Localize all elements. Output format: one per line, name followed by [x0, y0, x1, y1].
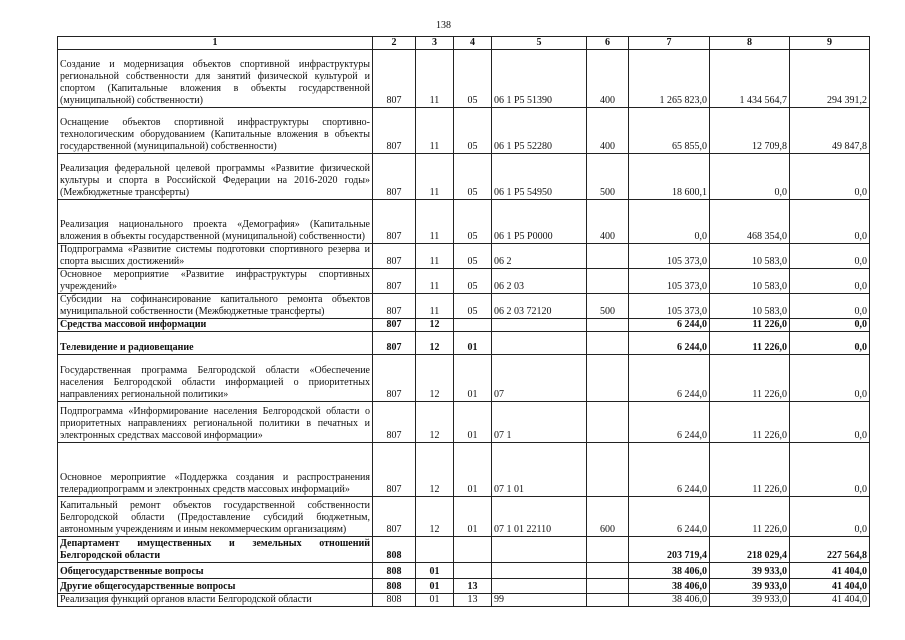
row-amount-2021: 0,0: [790, 402, 870, 443]
row-name: Общегосударственные вопросы: [58, 563, 373, 579]
row-amount-2021: 0,0: [790, 294, 870, 319]
table-row: [58, 50, 870, 108]
row-amount-2020: 1 434 564,7: [710, 50, 790, 108]
row-expense-type: [587, 244, 629, 269]
row-target-code: 07 1 01 22110: [492, 497, 587, 537]
row-expense-type: 500: [587, 154, 629, 200]
row-expense-type: [587, 332, 629, 355]
row-amount-2021: 0,0: [790, 269, 870, 294]
row-subsection-code: 05: [454, 294, 492, 319]
row-amount-2020: 11 226,0: [710, 443, 790, 497]
row-section-code: [416, 537, 454, 563]
row-target-code: [492, 332, 587, 355]
row-amount-2021: 0,0: [790, 497, 870, 537]
row-target-code: [492, 563, 587, 579]
row-amount-2021: 294 391,2: [790, 50, 870, 108]
row-section-code: 11: [416, 269, 454, 294]
table-row: [58, 579, 870, 594]
row-name: Телевидение и радиовещание: [58, 332, 373, 355]
row-subsection-code: 05: [454, 154, 492, 200]
table-row: [58, 563, 870, 579]
row-admin-code: 808: [373, 537, 416, 563]
row-amount-2020: 11 226,0: [710, 332, 790, 355]
row-amount-2021: 227 564,8: [790, 537, 870, 563]
table-row: [58, 443, 870, 497]
table-row: [58, 108, 870, 154]
row-section-code: 11: [416, 200, 454, 244]
row-section-code: 11: [416, 154, 454, 200]
row-amount-2020: 11 226,0: [710, 319, 790, 332]
row-name: Реализация функций органов власти Белгородской области: [58, 594, 373, 607]
row-amount-2020: 11 226,0: [710, 355, 790, 402]
row-section-code: 12: [416, 443, 454, 497]
row-section-code: 11: [416, 108, 454, 154]
row-amount-2021: 0,0: [790, 154, 870, 200]
table-row: [58, 154, 870, 200]
table-row: [58, 319, 870, 332]
budget-table: [57, 36, 870, 607]
table-row: [58, 244, 870, 269]
row-amount-2019: 105 373,0: [629, 269, 710, 294]
page-number: 138: [436, 20, 451, 31]
row-admin-code: 807: [373, 294, 416, 319]
row-amount-2019: 6 244,0: [629, 355, 710, 402]
row-section-code: 01: [416, 594, 454, 607]
row-name: Создание и модернизация объектов спортивной инфраструктуры региональной собственности для занятий физической культурой и спортом (Капитальные вложения в объекты государственной (муниципальной) собственности): [58, 50, 373, 108]
row-section-code: 01: [416, 579, 454, 594]
row-target-code: 06 1 P5 54950: [492, 154, 587, 200]
row-amount-2020: 39 933,0: [710, 594, 790, 607]
row-subsection-code: 01: [454, 355, 492, 402]
row-subsection-code: 05: [454, 108, 492, 154]
table-row: [58, 355, 870, 402]
row-expense-type: [587, 563, 629, 579]
row-admin-code: 808: [373, 594, 416, 607]
row-target-code: [492, 579, 587, 594]
table-row: [58, 594, 870, 607]
row-amount-2019: 6 244,0: [629, 319, 710, 332]
row-admin-code: 807: [373, 269, 416, 294]
row-admin-code: 807: [373, 443, 416, 497]
row-amount-2020: 39 933,0: [710, 579, 790, 594]
row-target-code: [492, 537, 587, 563]
row-amount-2021: 0,0: [790, 443, 870, 497]
row-section-code: 11: [416, 294, 454, 319]
row-target-code: [492, 319, 587, 332]
row-subsection-code: 01: [454, 332, 492, 355]
row-subsection-code: 05: [454, 244, 492, 269]
row-amount-2020: 12 709,8: [710, 108, 790, 154]
row-target-code: 06 2 03 72120: [492, 294, 587, 319]
table-row: [58, 294, 870, 319]
row-amount-2020: 39 933,0: [710, 563, 790, 579]
row-subsection-code: 01: [454, 443, 492, 497]
row-name: Средства массовой информации: [58, 319, 373, 332]
row-admin-code: 807: [373, 50, 416, 108]
row-section-code: 11: [416, 244, 454, 269]
row-target-code: 06 1 P5 51390: [492, 50, 587, 108]
row-amount-2020: 0,0: [710, 154, 790, 200]
row-expense-type: 500: [587, 294, 629, 319]
row-name: Департамент имущественных и земельных отношений Белгородской области: [58, 537, 373, 563]
row-amount-2019: 38 406,0: [629, 563, 710, 579]
row-subsection-code: [454, 563, 492, 579]
col-header-7: 7: [629, 37, 710, 50]
col-header-9: 9: [790, 37, 870, 50]
row-admin-code: 807: [373, 319, 416, 332]
row-amount-2020: 11 226,0: [710, 402, 790, 443]
row-amount-2019: 6 244,0: [629, 332, 710, 355]
col-header-4: 4: [454, 37, 492, 50]
row-subsection-code: 13: [454, 579, 492, 594]
row-name: Подпрограмма «Развитие системы подготовки спортивного резерва и спорта высших достижений»: [58, 244, 373, 269]
row-expense-type: [587, 594, 629, 607]
row-expense-type: [587, 537, 629, 563]
row-expense-type: 400: [587, 50, 629, 108]
row-admin-code: 807: [373, 402, 416, 443]
row-section-code: 12: [416, 402, 454, 443]
row-section-code: 11: [416, 50, 454, 108]
col-header-6: 6: [587, 37, 629, 50]
row-amount-2021: 0,0: [790, 355, 870, 402]
row-expense-type: [587, 579, 629, 594]
row-amount-2019: 105 373,0: [629, 244, 710, 269]
row-target-code: 99: [492, 594, 587, 607]
row-amount-2019: 38 406,0: [629, 579, 710, 594]
row-subsection-code: 01: [454, 402, 492, 443]
row-admin-code: 807: [373, 200, 416, 244]
row-name: Подпрограмма «Информирование населения Белгородской области о приоритетных направлениях региональной политики в печатных и электронных средствах массовой информации»: [58, 402, 373, 443]
table-row: [58, 497, 870, 537]
row-amount-2020: 11 226,0: [710, 497, 790, 537]
row-expense-type: [587, 355, 629, 402]
row-admin-code: 807: [373, 108, 416, 154]
row-amount-2020: 10 583,0: [710, 269, 790, 294]
row-amount-2020: 218 029,4: [710, 537, 790, 563]
row-amount-2020: 468 354,0: [710, 200, 790, 244]
row-amount-2021: 41 404,0: [790, 579, 870, 594]
row-amount-2020: 10 583,0: [710, 294, 790, 319]
row-amount-2019: 203 719,4: [629, 537, 710, 563]
row-name: Другие общегосударственные вопросы: [58, 579, 373, 594]
row-expense-type: 400: [587, 108, 629, 154]
row-target-code: 06 1 P5 52280: [492, 108, 587, 154]
row-expense-type: [587, 319, 629, 332]
row-name: Государственная программа Белгородской области «Обеспечение населения Белгородской области информацией о приоритетных направлениях региональной политики»: [58, 355, 373, 402]
row-target-code: 06 2: [492, 244, 587, 269]
row-amount-2021: 49 847,8: [790, 108, 870, 154]
row-name: Капитальный ремонт объектов государственной собственности Белгородской области (Предоставление субсидий бюджетным, автономным учреждениям и иным некоммерческим организациям): [58, 497, 373, 537]
row-name: Оснащение объектов спортивной инфраструктуры спортивно-технологическим оборудованием (Капитальные вложения в объекты государственной (муниципальной) собственности): [58, 108, 373, 154]
row-subsection-code: [454, 319, 492, 332]
row-amount-2019: 105 373,0: [629, 294, 710, 319]
row-section-code: 12: [416, 497, 454, 537]
row-name: Реализация национального проекта «Демография» (Капитальные вложения в объекты государственной (муниципальной) собственности): [58, 200, 373, 244]
row-target-code: 07: [492, 355, 587, 402]
col-header-2: 2: [373, 37, 416, 50]
col-header-5: 5: [492, 37, 587, 50]
row-subsection-code: 05: [454, 200, 492, 244]
row-subsection-code: 05: [454, 50, 492, 108]
row-admin-code: 807: [373, 355, 416, 402]
row-section-code: 12: [416, 355, 454, 402]
row-amount-2021: 0,0: [790, 319, 870, 332]
table-row: [58, 332, 870, 355]
row-amount-2019: 6 244,0: [629, 402, 710, 443]
row-amount-2019: 0,0: [629, 200, 710, 244]
header-row: [58, 37, 870, 50]
row-admin-code: 807: [373, 332, 416, 355]
row-amount-2021: 0,0: [790, 332, 870, 355]
row-expense-type: [587, 402, 629, 443]
row-admin-code: 807: [373, 244, 416, 269]
row-expense-type: [587, 443, 629, 497]
table-row: [58, 200, 870, 244]
row-expense-type: 400: [587, 200, 629, 244]
row-name: Основное мероприятие «Развитие инфраструктуры спортивных учреждений»: [58, 269, 373, 294]
row-admin-code: 808: [373, 579, 416, 594]
row-section-code: 12: [416, 319, 454, 332]
row-amount-2019: 65 855,0: [629, 108, 710, 154]
row-amount-2021: 41 404,0: [790, 563, 870, 579]
row-amount-2021: 0,0: [790, 200, 870, 244]
row-target-code: 06 1 P5 P0000: [492, 200, 587, 244]
table-row: [58, 269, 870, 294]
row-name: Основное мероприятие «Поддержка создания и распространения телерадиопрограмм и электронных средств массовых информаций»: [58, 443, 373, 497]
col-header-3: 3: [416, 37, 454, 50]
row-admin-code: 807: [373, 154, 416, 200]
row-subsection-code: 13: [454, 594, 492, 607]
row-expense-type: [587, 269, 629, 294]
table-row: [58, 402, 870, 443]
row-amount-2021: 0,0: [790, 244, 870, 269]
table-row: [58, 537, 870, 563]
row-subsection-code: [454, 537, 492, 563]
row-target-code: 07 1: [492, 402, 587, 443]
col-header-1: 1: [58, 37, 373, 50]
table-body: [58, 37, 870, 607]
row-amount-2019: 38 406,0: [629, 594, 710, 607]
row-section-code: 01: [416, 563, 454, 579]
row-subsection-code: 05: [454, 269, 492, 294]
row-target-code: 06 2 03: [492, 269, 587, 294]
row-amount-2019: 6 244,0: [629, 443, 710, 497]
row-section-code: 12: [416, 332, 454, 355]
row-amount-2021: 41 404,0: [790, 594, 870, 607]
row-target-code: 07 1 01: [492, 443, 587, 497]
row-amount-2019: 1 265 823,0: [629, 50, 710, 108]
row-amount-2019: 18 600,1: [629, 154, 710, 200]
row-name: Субсидии на софинансирование капитального ремонта объектов муниципальной собственности (Межбюджетные трансферты): [58, 294, 373, 319]
row-amount-2019: 6 244,0: [629, 497, 710, 537]
row-name: Реализация федеральной целевой программы «Развитие физической культуры и спорта в Российской Федерации на 2016-2020 годы» (Межбюджетные трансферты): [58, 154, 373, 200]
row-admin-code: 808: [373, 563, 416, 579]
row-amount-2020: 10 583,0: [710, 244, 790, 269]
row-admin-code: 807: [373, 497, 416, 537]
row-expense-type: 600: [587, 497, 629, 537]
row-subsection-code: 01: [454, 497, 492, 537]
col-header-8: 8: [710, 37, 790, 50]
